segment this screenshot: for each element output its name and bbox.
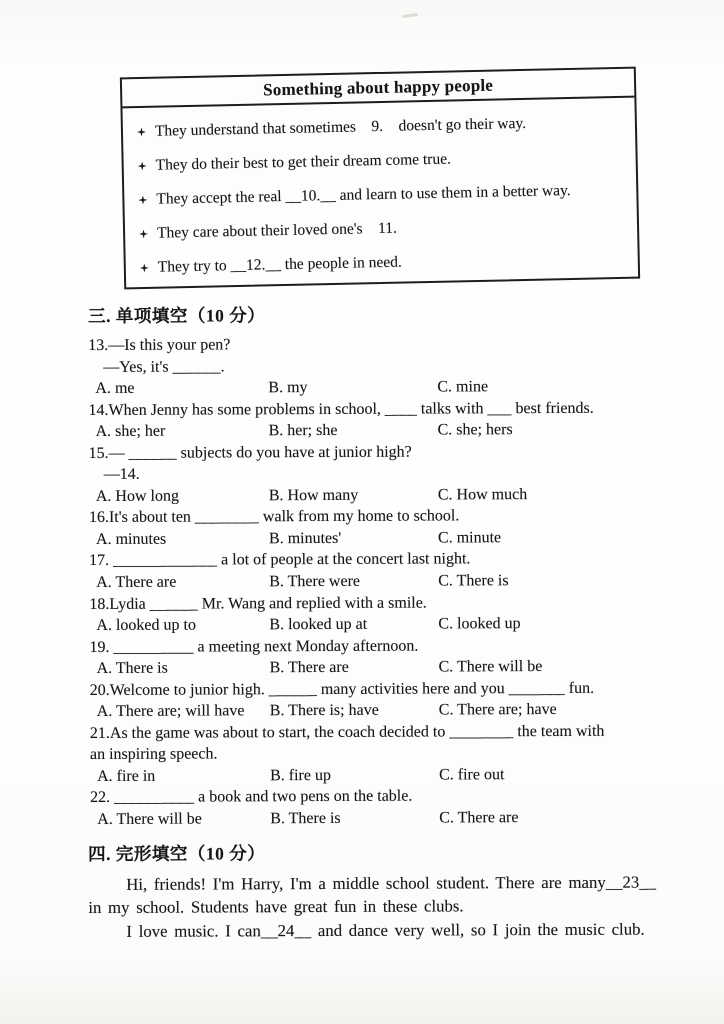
cloze-text: Hi, friends! I'm Harry, I'm a middle school student. There are many__23__ — [126, 872, 657, 894]
option-a: A. fire in — [97, 767, 156, 785]
option-b: B. There is; have — [269, 702, 379, 720]
question-text: 17. _____________ a lot of people at the concert last night. — [89, 550, 471, 570]
four-point-star-bullet-icon — [138, 195, 147, 204]
option-a: A. looked up to — [96, 616, 196, 635]
option-c: C. There are; have — [438, 701, 557, 719]
question-row — [88, 332, 704, 356]
cloze-line — [88, 894, 716, 920]
option-c: C. There are — [439, 809, 519, 827]
question-text: 21.As the game was about to start, the coach decided to ________ the team with — [89, 722, 605, 742]
option-c: C. looked up — [438, 615, 521, 633]
question-text: 14.When Jenny has some problems in school, ____ talks with ___ best friends. — [88, 399, 594, 419]
question-text: 13.—Is this your pen? — [88, 336, 231, 354]
question-text: 15.— ______ subjects do you have at junior high? — [88, 443, 412, 462]
option-c: C. There is — [438, 572, 509, 590]
question-text: 16.It's about ten ________ walk from my home to school. — [88, 507, 460, 527]
cloze-line — [88, 870, 716, 896]
box-item-text: They accept the real __10.__ and learn to use them in a better way. — [156, 182, 571, 208]
option-a: A. How long — [95, 487, 179, 505]
question-row — [89, 483, 705, 507]
section-cloze — [88, 838, 716, 943]
box-item-text: They try to __12.__ the people in need. — [157, 253, 403, 276]
option-a: A. she; her — [95, 422, 166, 441]
question-text: —Yes, it's ______. — [103, 357, 225, 376]
question-row — [89, 634, 705, 658]
option-c: C. There will be — [438, 658, 543, 676]
option-b: B. my — [268, 379, 308, 397]
option-a: A. There is — [96, 659, 168, 678]
box-item-text: They do their best to get their dream come true. — [155, 150, 452, 174]
box-item-text: They care about their loved one's 11. — [156, 219, 398, 242]
question-row — [90, 677, 706, 701]
option-b: B. There is — [270, 809, 341, 828]
box-item-text: They understand that sometimes 9. doesn't go their way. — [154, 114, 527, 140]
question-row — [90, 785, 706, 809]
question-row — [90, 742, 706, 766]
section4-rows — [88, 870, 716, 943]
option-a: A. me — [95, 379, 135, 398]
option-c: C. fire out — [439, 766, 505, 784]
four-point-star-bullet-icon — [140, 263, 149, 272]
cloze-line — [88, 917, 716, 943]
box-items — [122, 98, 638, 286]
question-row — [90, 806, 706, 830]
question-text: an inspiring speech. — [89, 745, 218, 764]
question-row — [89, 612, 705, 636]
question-row — [90, 720, 706, 744]
scan-artifact — [402, 13, 418, 18]
section-multiple-choice — [88, 300, 706, 830]
question-row — [90, 763, 706, 787]
option-b: B. her; she — [268, 422, 338, 440]
question-row — [89, 526, 705, 550]
option-a: A. There are; will have — [96, 702, 245, 721]
option-a: A. There are — [96, 573, 177, 591]
section4-heading: 四. 完形填空（10 分） — [88, 843, 266, 864]
option-c: C. minute — [437, 529, 502, 547]
option-b: B. fire up — [270, 766, 331, 785]
question-text: 19. __________ a meeting next Monday afternoon. — [89, 637, 419, 656]
question-row — [88, 375, 704, 399]
question-row — [89, 418, 705, 442]
question-row — [89, 591, 705, 615]
question-row — [89, 548, 705, 572]
question-text: 18.Lydia ______ Mr. Wang and replied with a smile. — [89, 594, 427, 613]
option-c: C. mine — [437, 378, 489, 396]
happy-people-box — [120, 67, 640, 290]
option-a: A. There will be — [97, 810, 202, 828]
question-row — [89, 440, 705, 464]
question-row — [89, 505, 705, 529]
option-b: B. minutes' — [268, 529, 342, 548]
question-text: —14. — [103, 466, 140, 484]
question-row — [88, 354, 704, 378]
four-point-star-bullet-icon — [138, 161, 147, 170]
option-b: B. looked up at — [269, 615, 368, 634]
section3-rows — [88, 332, 706, 830]
question-row — [90, 699, 706, 723]
option-c: C. she; hers — [437, 421, 513, 439]
box-title: Something about happy people — [122, 69, 634, 109]
option-a: A. minutes — [95, 530, 167, 548]
question-row — [89, 462, 705, 486]
question-row — [89, 569, 705, 593]
cloze-text: in my school. Students have great fun in these clubs. — [88, 896, 464, 918]
four-point-star-bullet-icon — [137, 127, 146, 136]
question-row — [90, 656, 706, 680]
cloze-text: I love music. I can__24__ and dance very well, so I join the music club. — [126, 919, 645, 941]
question-row — [88, 397, 704, 421]
option-b: B. There are — [269, 659, 349, 677]
question-text: 20.Welcome to junior high. ______ many activities here and you _______ fun. — [89, 679, 595, 699]
section3-heading: 三. 单项填空（10 分） — [88, 305, 266, 326]
option-c: C. How much — [437, 485, 528, 504]
question-text: 22. __________ a book and two pens on the table. — [90, 788, 413, 807]
four-point-star-bullet-icon — [139, 229, 148, 238]
option-b: B. There were — [269, 572, 361, 591]
option-b: B. How many — [268, 486, 359, 505]
